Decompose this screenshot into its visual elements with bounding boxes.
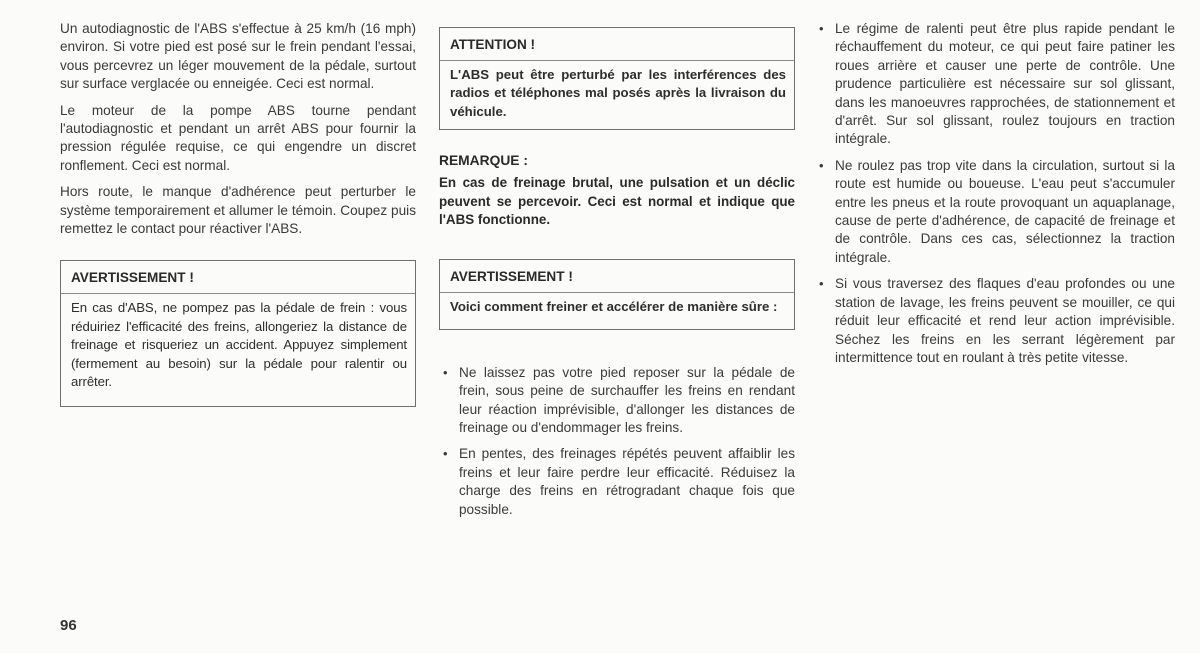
list-item (439, 364, 795, 438)
braking-tips-list (439, 364, 795, 519)
list-item (815, 157, 1175, 267)
list-item (815, 20, 1175, 149)
warning-body: Voici comment freiner et accélérer de manière sûre : (450, 299, 778, 315)
list-item-text: Si vous traversez des flaques d'eau profondes ou une station de lavage, les freins peuvent se mouiller, ce qui réduit leur efficacité et rend leur action imprévisible. Séchez les freins en les serrant légèrement par intermittence tout en roulant à très petite vitesse. (835, 276, 1175, 365)
attention-box (439, 27, 795, 130)
list-item-text: Le régime de ralenti peut être plus rapide pendant le réchauffement du moteur, ce qui peut faire patiner les roues arrière et causer une perte de contrôle. Une prudence particulière est nécessaire sur sol glissant, dans les manoeuvres rapprochées, de stationnement et d'arrêt. Sur sol glissant, roulez toujours en traction intégrale. (835, 21, 1175, 147)
list-item-text: Ne roulez pas trop vite dans la circulation, surtout si la route est humide ou boueuse. L'eau peut s'accumuler entre les pneus et la route provoquant un aquaplanage, cause de perte d'adhérence, de capacité de freinage et de contrôle. Dans ces cas, sélectionnez la traction intégrale. (835, 157, 1175, 265)
remark-block (439, 152, 795, 229)
warning-title: AVERTISSEMENT ! (440, 268, 794, 293)
bullet-icon: • (443, 364, 448, 380)
list-item-text: Ne laissez pas votre pied reposer sur la pédale de frein, sous peine de surchauffer les freins en rendant leur réaction imprévisible, d'allonger les distances de freinage ou d'endommager les freins. (459, 364, 795, 436)
bullet-icon: • (819, 21, 824, 36)
list-item-text: En pentes, des freinages répétés peuvent affaiblir les freins et leur faire perdre leur efficacité. Réduisez la charge des freins en rétrogradant chaque fois que possible. (459, 446, 795, 517)
remark-title: REMARQUE : (439, 153, 528, 169)
paragraph-pump-motor: Le moteur de la pompe ABS tourne pendant l'autodiagnostic et pendant un arrêt ABS pour fournir la pression régulée requise, ce qui engendre un discret ronflement. Ceci est normal. (60, 102, 416, 173)
paragraph-abs-self-test: Un autodiagnostic de l'ABS s'effectue à 25 km/h (16 mph) environ. Si votre pied est posé sur le frein pendant l'essai, vous percevrez un léger mouvement de la pédale, surtout sur surface verglacée ou enneigée. Ceci est normal. (60, 21, 416, 92)
list-item (815, 275, 1175, 367)
bullet-icon: • (819, 276, 824, 292)
warning-box-safe-braking (439, 259, 795, 329)
column-middle (439, 27, 795, 527)
warning-box-abs-pedal (60, 260, 416, 406)
paragraph-off-road: Hors route, le manque d'adhérence peut perturber le système temporairement et allumer le témoin. Coupez puis remettez le contact pour réactiver l'ABS. (60, 184, 416, 237)
page-number: 96 (60, 617, 77, 634)
column-left (60, 20, 416, 407)
driving-tips-list (815, 20, 1175, 367)
attention-body: L'ABS peut être perturbé par les interférences des radios et téléphones mal posés après la livraison du véhicule. (450, 67, 786, 119)
attention-title: ATTENTION ! (440, 36, 794, 61)
column-right (815, 20, 1175, 375)
remark-body: En cas de freinage brutal, une pulsation et un déclic peuvent se percevoir. Ceci est normal et indique que l'ABS fonctionne. (439, 175, 795, 228)
warning-body: En cas d'ABS, ne pompez pas la pédale de frein : vous réduiriez l'efficacité des freins, allongeriez la distance de freinage et risqueriez un accident. Appuyez simplement (fermement au besoin) sur la pédale pour ralentir ou arrêter. (71, 300, 407, 390)
bullet-icon: • (443, 446, 448, 462)
bullet-icon: • (819, 157, 824, 173)
warning-title: AVERTISSEMENT ! (61, 269, 415, 294)
list-item (439, 445, 795, 519)
